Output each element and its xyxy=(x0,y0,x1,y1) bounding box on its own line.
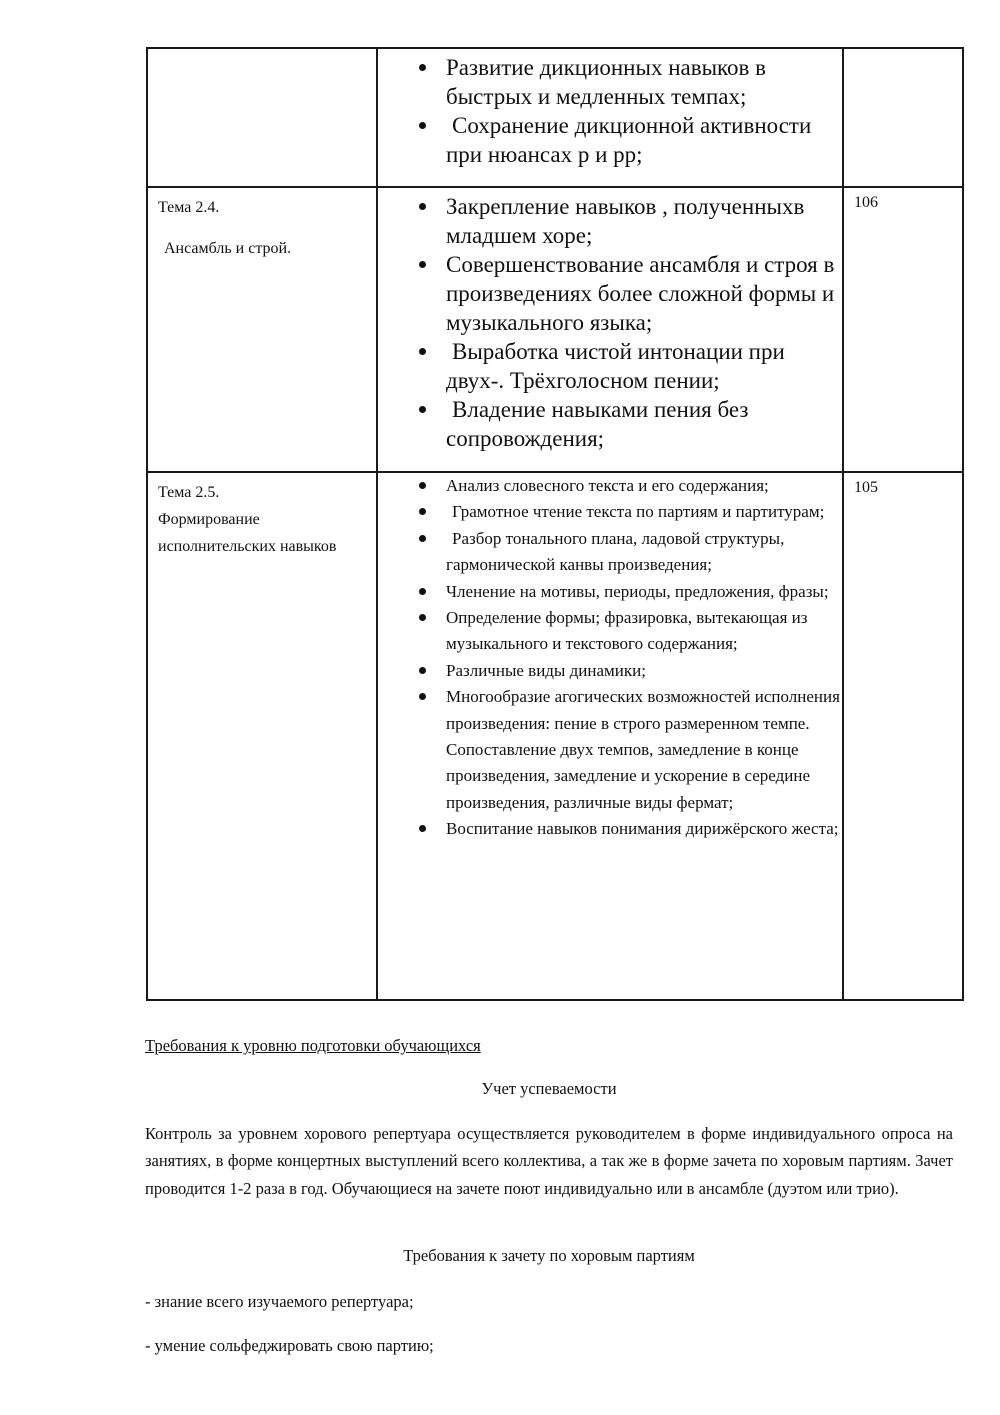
requirement-item: - умение сольфеджировать свою партию; xyxy=(145,1336,434,1355)
topic-number: Тема 2.4. xyxy=(158,199,220,216)
content-list xyxy=(378,473,842,843)
section-heading: Требования к уровню подготовки обучающихся xyxy=(145,1036,481,1055)
table-row xyxy=(147,48,963,187)
list-item: Многообразие агогических возможностей исполнения произведения: пение в строго размеренном темпе. Сопоставление двух темпов, замедление в конце произведения, замедление и ускорение в середине произведения, различные виды фермат; xyxy=(378,684,842,816)
body-paragraph: Контроль за уровнем хорового репертуара осуществляется руководителем в форме индивидуального опроса на занятиях, в форме концертных выступлений всего коллектива, а так же в форме зачета по хоровым партиям. Зачет проводится 1-2 раза в год. Обучающиеся на зачете поют индивидуально или в ансамбле (дуэтом или трио). xyxy=(145,1124,953,1198)
topic-title: Ансамбль и строй. xyxy=(164,240,292,257)
content-cell xyxy=(377,48,843,187)
table-row xyxy=(147,187,963,472)
subheading-progress-tracking: Учет успеваемости xyxy=(481,1079,617,1098)
hours-cell: 106 xyxy=(843,187,963,472)
list-item: Совершенствование ансамбля и строя в произведениях более сложной формы и музыкального языка; xyxy=(378,250,842,337)
list-item: Воспитание навыков понимания дирижёрского жеста; xyxy=(378,816,842,842)
topic-cell xyxy=(147,48,377,187)
requirement-item: - знание всего изучаемого репертуара; xyxy=(145,1292,414,1311)
topic-cell xyxy=(147,472,377,1000)
content-cell xyxy=(377,472,843,1000)
content-list xyxy=(378,188,842,453)
topic-number: Тема 2.5. xyxy=(158,484,220,501)
content-list xyxy=(378,49,842,169)
list-item: Грамотное чтение текста по партиям и партитурам; xyxy=(378,499,842,525)
topic-cell xyxy=(147,187,377,472)
list-item: Развитие дикционных навыков в быстрых и медленных темпах; xyxy=(378,53,842,111)
list-item: Членение на мотивы, периоды, предложения, фразы; xyxy=(378,579,842,605)
hours-cell: 105 xyxy=(843,472,963,1000)
table-row xyxy=(147,472,963,1000)
list-item: Владение навыками пения без сопровождения; xyxy=(378,395,842,453)
list-item: Разбор тонального плана, ладовой структуры, гармонической канвы произведения; xyxy=(378,526,842,579)
list-item: Различные виды динамики; xyxy=(378,658,842,684)
list-item: Определение формы; фразировка, вытекающая из музыкального и текстового содержания; xyxy=(378,605,842,658)
hours-cell xyxy=(843,48,963,187)
list-item: Анализ словесного текста и его содержания; xyxy=(378,473,842,499)
list-item: Сохранение дикционной активности при нюансах p и pp; xyxy=(378,111,842,169)
list-item: Закрепление навыков , полученныхв младшем хоре; xyxy=(378,192,842,250)
list-item: Выработка чистой интонации при двух-. Трёхголосном пении; xyxy=(378,337,842,395)
topic-title: Формирование исполнительских навыков xyxy=(158,511,337,555)
curriculum-table xyxy=(146,47,964,1001)
subheading-exam-requirements: Требования к зачету по хоровым партиям xyxy=(403,1246,695,1265)
content-cell xyxy=(377,187,843,472)
